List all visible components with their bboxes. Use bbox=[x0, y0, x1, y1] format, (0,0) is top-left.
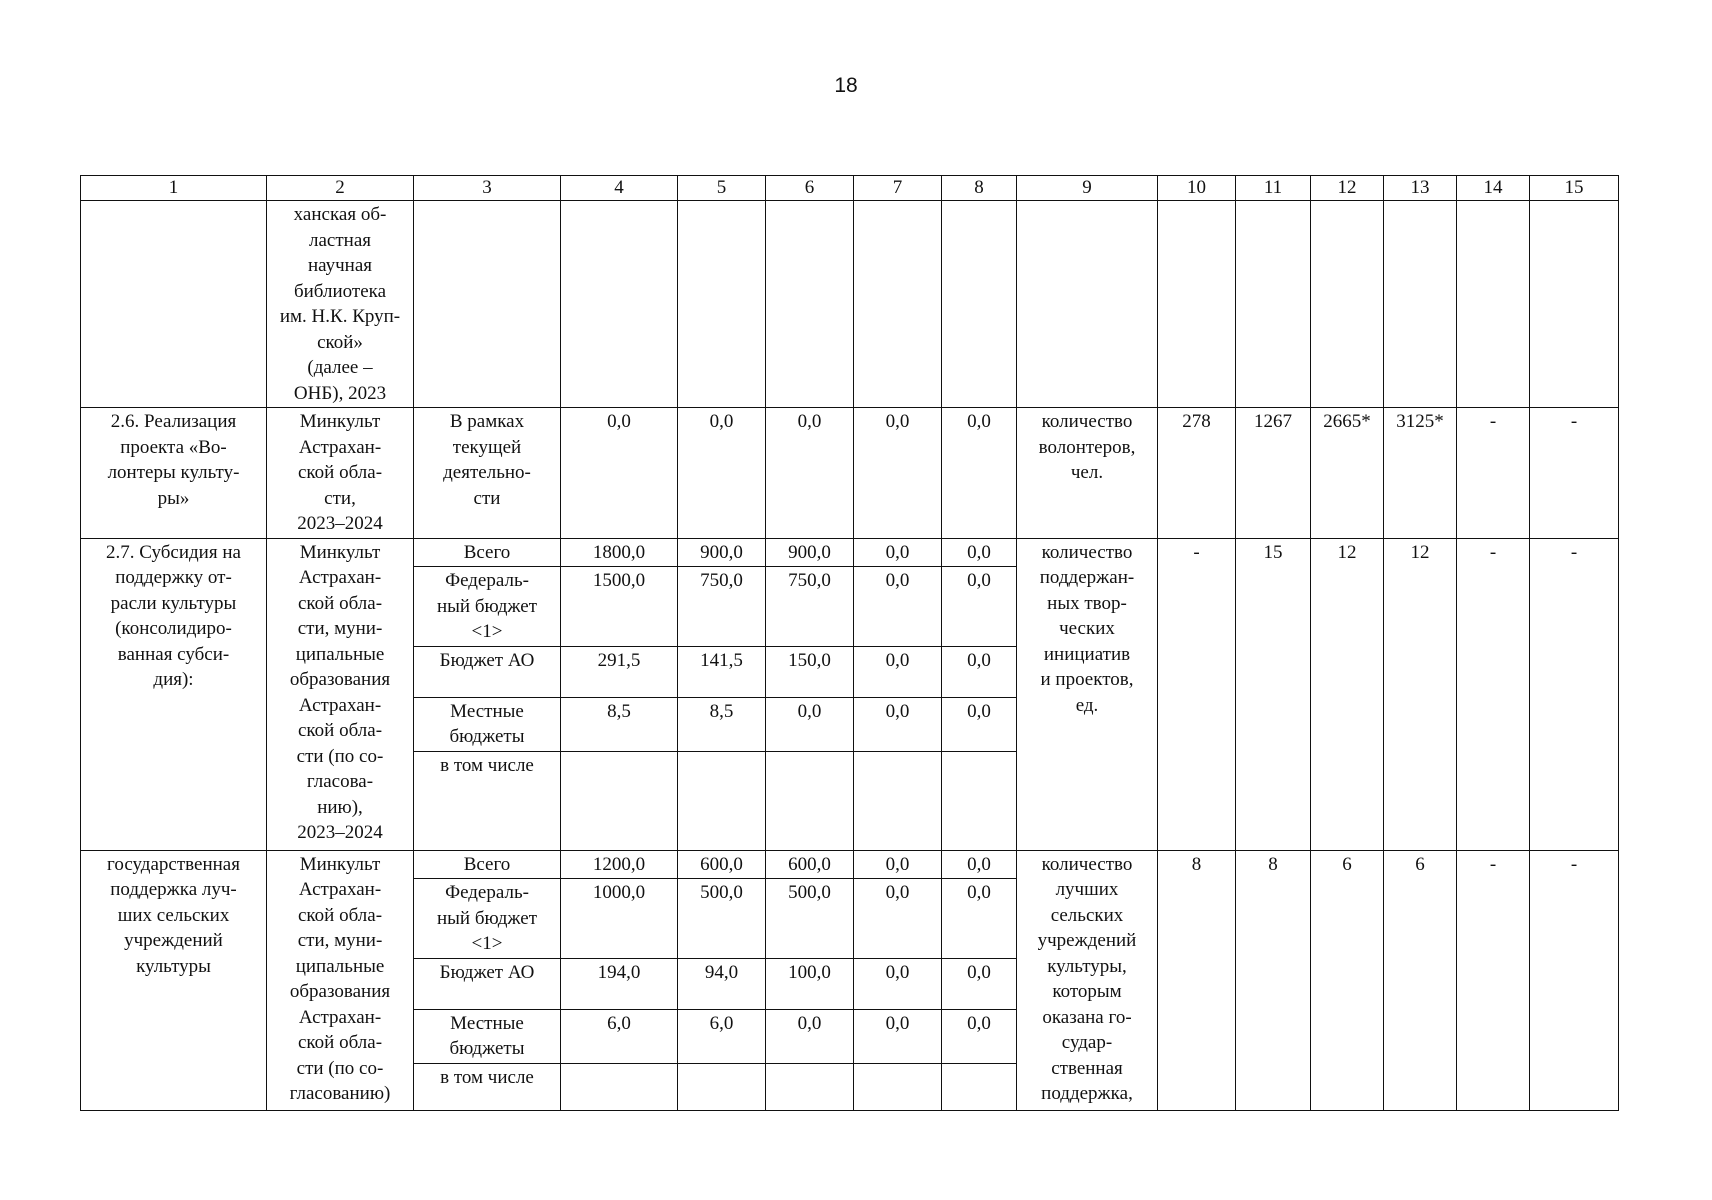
cell-value: 0,0 bbox=[766, 1009, 854, 1063]
cell-value: 500,0 bbox=[766, 879, 854, 959]
cell-value: 0,0 bbox=[854, 697, 942, 751]
cell-empty bbox=[1158, 201, 1236, 408]
cell-value: 8,5 bbox=[678, 697, 766, 751]
col-header-11: 11 bbox=[1236, 176, 1311, 201]
cell-indicator-value: 3125* bbox=[1384, 408, 1457, 539]
cell-indicator-value: 6 bbox=[1384, 850, 1457, 1110]
cell-value: 900,0 bbox=[678, 538, 766, 567]
cell-empty bbox=[414, 201, 561, 408]
cell-empty bbox=[942, 1063, 1017, 1110]
table-row-2-6 bbox=[81, 408, 1619, 539]
cell-value: 0,0 bbox=[942, 408, 1017, 539]
header-row bbox=[81, 176, 1619, 201]
cell-value: 6,0 bbox=[678, 1009, 766, 1063]
cell-indicator-value: - bbox=[1530, 408, 1619, 539]
cell-value: 0,0 bbox=[854, 646, 942, 697]
cell-value: 600,0 bbox=[766, 850, 854, 879]
col-header-13: 13 bbox=[1384, 176, 1457, 201]
cell-value: 6,0 bbox=[561, 1009, 678, 1063]
cell-indicator-value: 1267 bbox=[1236, 408, 1311, 539]
cell-value: 94,0 bbox=[678, 958, 766, 1009]
cell-indicator-value: - bbox=[1158, 538, 1236, 850]
cell-value: 1000,0 bbox=[561, 879, 678, 959]
cell-value: 0,0 bbox=[561, 408, 678, 539]
cell-value: 750,0 bbox=[678, 567, 766, 647]
cell-value: 1200,0 bbox=[561, 850, 678, 879]
cell-funding-source: Местные бюджеты bbox=[414, 1009, 561, 1063]
cell-empty bbox=[766, 201, 854, 408]
cell-indicator: количество волонтеров, чел. bbox=[1017, 408, 1158, 539]
cell-activity: 2.6. Реализация проекта «Во- лонтеры культу- ры» bbox=[81, 408, 267, 539]
table-row-state-support bbox=[81, 850, 1619, 879]
cell-indicator-value: 6 bbox=[1311, 850, 1384, 1110]
cell-value: 150,0 bbox=[766, 646, 854, 697]
cell-value: 291,5 bbox=[561, 646, 678, 697]
cell-value: 1800,0 bbox=[561, 538, 678, 567]
table-row-2-7 bbox=[81, 538, 1619, 567]
cell-empty bbox=[766, 1063, 854, 1110]
cell-empty bbox=[678, 201, 766, 408]
cell-value: 500,0 bbox=[678, 879, 766, 959]
cell-value: 0,0 bbox=[854, 879, 942, 959]
cell-value: 0,0 bbox=[942, 646, 1017, 697]
cell-empty bbox=[854, 1063, 942, 1110]
cell-indicator: количество лучших сельских учреждений культуры, которым оказана го- судар- ственная поддержка, bbox=[1017, 850, 1158, 1110]
cell-value: 8,5 bbox=[561, 697, 678, 751]
cell-activity: 2.7. Субсидия на поддержку от- расли культуры (консолидиро- ванная субси- дия): bbox=[81, 538, 267, 850]
cell-funding-source: Федераль- ный бюджет <1> bbox=[414, 567, 561, 647]
cell-funding-source: Всего bbox=[414, 850, 561, 879]
cell-value: 0,0 bbox=[766, 697, 854, 751]
cell-value: 600,0 bbox=[678, 850, 766, 879]
cell-funding-source: Всего bbox=[414, 538, 561, 567]
cell-empty bbox=[854, 201, 942, 408]
cell-value: 750,0 bbox=[766, 567, 854, 647]
cell-value: 1500,0 bbox=[561, 567, 678, 647]
cell-value: 0,0 bbox=[854, 408, 942, 539]
cell-empty bbox=[1311, 201, 1384, 408]
cell-indicator-value: 15 bbox=[1236, 538, 1311, 850]
cell-funding-source: Бюджет АО bbox=[414, 646, 561, 697]
cell-executor: Минкульт Астрахан- ской обла- сти, муни- ципальные образования Астрахан- ской обла- сти (по со- гласова- нию), 2023–2024 bbox=[267, 538, 414, 850]
cell-empty bbox=[942, 751, 1017, 850]
page-number: 18 bbox=[834, 74, 858, 97]
cell-value: 0,0 bbox=[942, 850, 1017, 879]
cell-empty bbox=[678, 751, 766, 850]
col-header-4: 4 bbox=[561, 176, 678, 201]
cell-indicator-value: 8 bbox=[1236, 850, 1311, 1110]
cell-value: 0,0 bbox=[942, 958, 1017, 1009]
cell-funding-source: в том числе bbox=[414, 751, 561, 850]
cell-value: 0,0 bbox=[942, 538, 1017, 567]
col-header-2: 2 bbox=[267, 176, 414, 201]
cell-funding-source: Федераль- ный бюджет <1> bbox=[414, 879, 561, 959]
cell-indicator-value: 12 bbox=[1311, 538, 1384, 850]
cell-indicator-value: 2665* bbox=[1311, 408, 1384, 539]
cell-value: 0,0 bbox=[854, 1009, 942, 1063]
cell-indicator-value: - bbox=[1530, 850, 1619, 1110]
cell-indicator-value: - bbox=[1457, 850, 1530, 1110]
col-header-14: 14 bbox=[1457, 176, 1530, 201]
col-header-15: 15 bbox=[1530, 176, 1619, 201]
cell-funding-source: В рамках текущей деятельно- сти bbox=[414, 408, 561, 539]
col-header-10: 10 bbox=[1158, 176, 1236, 201]
col-header-1: 1 bbox=[81, 176, 267, 201]
cell-value: 0,0 bbox=[942, 697, 1017, 751]
cell-empty bbox=[1530, 201, 1619, 408]
cell-indicator: количество поддержан- ных твор- ческих инициатив и проектов, ед. bbox=[1017, 538, 1158, 850]
cell-empty bbox=[854, 751, 942, 850]
cell-funding-source: Бюджет АО bbox=[414, 958, 561, 1009]
cell-empty bbox=[1457, 201, 1530, 408]
col-header-5: 5 bbox=[678, 176, 766, 201]
cell-empty bbox=[561, 751, 678, 850]
col-header-7: 7 bbox=[854, 176, 942, 201]
cell-empty bbox=[561, 201, 678, 408]
cell-value: 0,0 bbox=[942, 1009, 1017, 1063]
cell-empty bbox=[81, 201, 267, 408]
cell-empty bbox=[1236, 201, 1311, 408]
cell-value: 0,0 bbox=[678, 408, 766, 539]
cell-value: 0,0 bbox=[854, 850, 942, 879]
cell-indicator-value: 12 bbox=[1384, 538, 1457, 850]
cell-empty bbox=[1384, 201, 1457, 408]
cell-value: 0,0 bbox=[854, 958, 942, 1009]
cell-indicator-value: 278 bbox=[1158, 408, 1236, 539]
cell-empty bbox=[1017, 201, 1158, 408]
cell-value: 141,5 bbox=[678, 646, 766, 697]
cell-value: 0,0 bbox=[942, 567, 1017, 647]
cell-indicator-value: - bbox=[1457, 408, 1530, 539]
col-header-9: 9 bbox=[1017, 176, 1158, 201]
col-header-12: 12 bbox=[1311, 176, 1384, 201]
cell-indicator-value: 8 bbox=[1158, 850, 1236, 1110]
cell-executor: Минкульт Астрахан- ской обла- сти, 2023–2024 bbox=[267, 408, 414, 539]
cell-empty bbox=[561, 1063, 678, 1110]
cell-indicator-value: - bbox=[1530, 538, 1619, 850]
cell-empty bbox=[678, 1063, 766, 1110]
cell-executor: Минкульт Астрахан- ской обла- сти, муни- ципальные образования Астрахан- ской обла- сти (по со- гласованию) bbox=[267, 850, 414, 1110]
cell-value: 0,0 bbox=[854, 538, 942, 567]
cell-activity: государственная поддержка луч- ших сельских учреждений культуры bbox=[81, 850, 267, 1110]
cell-value: 900,0 bbox=[766, 538, 854, 567]
cell-funding-source: в том числе bbox=[414, 1063, 561, 1110]
cell-value: 194,0 bbox=[561, 958, 678, 1009]
cell-value: 0,0 bbox=[942, 879, 1017, 959]
cell-empty bbox=[766, 751, 854, 850]
cell-empty bbox=[942, 201, 1017, 408]
budget-table bbox=[80, 175, 1619, 1111]
cell-value: 0,0 bbox=[854, 567, 942, 647]
col-header-8: 8 bbox=[942, 176, 1017, 201]
cell-value: 0,0 bbox=[766, 408, 854, 539]
col-header-6: 6 bbox=[766, 176, 854, 201]
table-row-continuation bbox=[81, 201, 1619, 408]
cell-executor: ханская об- ластная научная библиотека им. Н.К. Круп- ской» (далее – ОНБ), 2023 bbox=[267, 201, 414, 408]
cell-funding-source: Местные бюджеты bbox=[414, 697, 561, 751]
cell-indicator-value: - bbox=[1457, 538, 1530, 850]
cell-value: 100,0 bbox=[766, 958, 854, 1009]
col-header-3: 3 bbox=[414, 176, 561, 201]
